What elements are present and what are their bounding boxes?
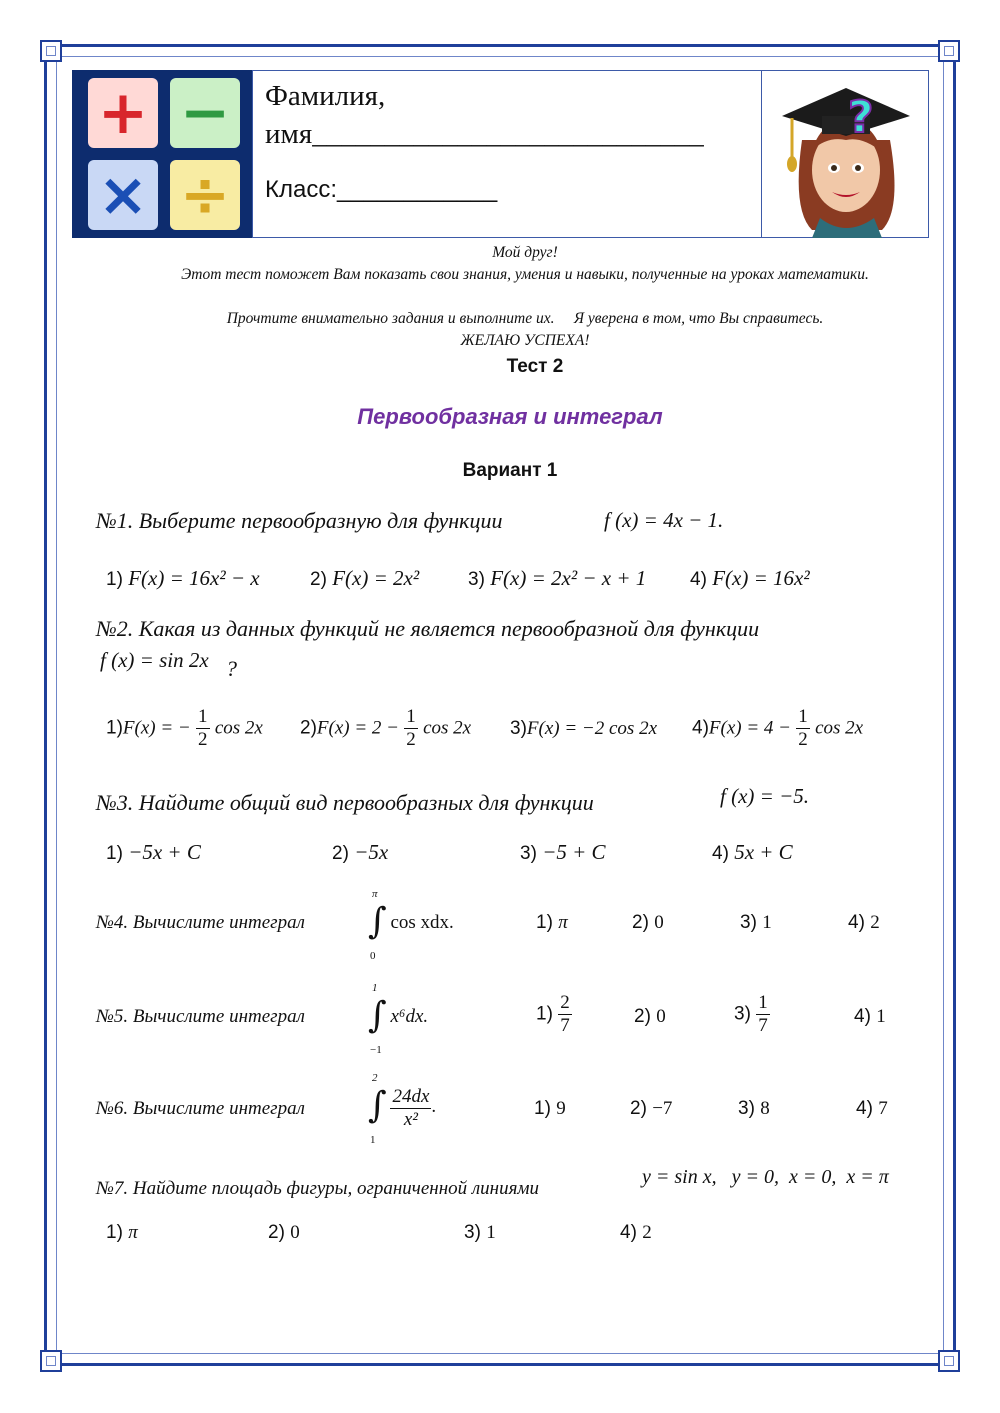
- intro-greeting: Мой друг!: [492, 244, 558, 261]
- task-4-option-4[interactable]: 4) 2: [848, 912, 880, 933]
- task-7-option-1[interactable]: 1) π: [106, 1222, 138, 1243]
- task-3-text: №3. Найдите общий вид первообразных для функции: [96, 790, 594, 815]
- task-1-option-3[interactable]: 3) F(x) = 2x² − x + 1: [468, 566, 647, 590]
- task-2-function: f (x) = sin 2x: [100, 648, 209, 672]
- task-2-option-2[interactable]: 2)F(x) = 2 − $\frac{1}{2}$ cos 2x: [300, 706, 472, 750]
- math-operators-image: [72, 70, 252, 238]
- task-4-option-2[interactable]: 2) 0: [632, 912, 664, 933]
- teacher-avatar: [762, 70, 929, 238]
- student-info-box: [252, 70, 762, 238]
- task-1-option-2[interactable]: 2) F(x) = 2x²: [310, 566, 420, 590]
- surname-label: Фамилия,: [265, 80, 386, 112]
- intro-text: Этот тест поможет Вам показать свои знания, умения и навыки, полученные на уроках математики.: [181, 266, 869, 283]
- integral-icon: ∫ π 0: [368, 888, 387, 962]
- task-6-option-3[interactable]: 3) 8: [738, 1098, 770, 1119]
- task-3-option-3[interactable]: 3) −5 + C: [520, 840, 606, 864]
- task-1-text: №1. Выберите первообразную для функции: [96, 508, 503, 533]
- task-3-option-4[interactable]: 4) 5x + C: [712, 840, 793, 864]
- task-2-option-4[interactable]: 4)F(x) = 4 − $\frac{1}{2}$ cos 2x: [692, 706, 864, 750]
- task-7-option-2[interactable]: 2) 0: [268, 1222, 300, 1243]
- intro-wish: ЖЕЛАЮ УСПЕХА!: [460, 332, 590, 349]
- task-5-integral: ∫ 1 −1 x⁶dx.: [368, 982, 429, 1056]
- page-title: Первообразная и интеграл: [357, 404, 663, 429]
- class-field[interactable]: Класс:____________: [265, 176, 498, 203]
- task-1-function: f (x) = 4x − 1.: [604, 508, 724, 532]
- plus-icon: +: [88, 78, 158, 148]
- task-6-option-2[interactable]: 2) −7: [630, 1098, 673, 1119]
- task-6-text: №6. Вычислите интеграл: [96, 1098, 305, 1119]
- task-6-option-1[interactable]: 1) 9: [534, 1098, 566, 1119]
- task-7-option-3[interactable]: 3) 1: [464, 1222, 496, 1243]
- task-2-option-1[interactable]: 1)F(x) = − $\frac{1}{2}$ cos 2x: [106, 706, 263, 750]
- divide-icon: ÷: [170, 160, 240, 230]
- minus-icon: −: [170, 78, 240, 148]
- svg-text:?: ?: [848, 92, 874, 143]
- task-2-option-3[interactable]: 3)F(x) = −2 cos 2x: [510, 718, 658, 739]
- task-4-text: №4. Вычислите интеграл: [96, 912, 305, 933]
- task-3-option-1[interactable]: 1) −5x + C: [106, 840, 201, 864]
- frame-corner: [40, 40, 62, 62]
- task-3-option-2[interactable]: 2) −5x: [332, 840, 389, 864]
- variant-label: Вариант 1: [462, 460, 558, 481]
- task-4-option-3[interactable]: 3) 1: [740, 912, 772, 933]
- task-7-text: №7. Найдите площадь фигуры, ограниченной линиями: [96, 1178, 540, 1199]
- task-3-function: f (x) = −5.: [720, 784, 809, 808]
- intro-text-2: Прочтите внимательно задания и выполните их. Я уверена в том, что Вы справитесь.: [226, 310, 824, 327]
- task-5-option-1[interactable]: 1) $\frac{2}{7}$: [536, 992, 570, 1036]
- task-4-integral: ∫ π 0 cos xdx.: [368, 888, 454, 962]
- integral-icon: ∫ 1 −1: [368, 982, 387, 1056]
- task-5-text: №5. Вычислите интеграл: [96, 1006, 305, 1027]
- test-label: Тест 2: [506, 356, 564, 377]
- task-2-text: №2. Какая из данных функций не является первообразной для функции: [96, 616, 760, 641]
- frame-corner: [938, 1350, 960, 1372]
- task-6-integral: ∫ 2 1 $\frac{24dx}{\text{x²}}$ .: [368, 1072, 437, 1146]
- frame-corner: [40, 1350, 62, 1372]
- task-5-option-3[interactable]: 3) $\frac{1}{7}$: [734, 992, 768, 1036]
- frame-corner: [938, 40, 960, 62]
- task-4-option-1[interactable]: 1) π: [536, 912, 568, 933]
- task-1-option-1[interactable]: 1) F(x) = 16x² − x: [106, 566, 260, 590]
- teacher-avatar-icon: [762, 70, 929, 238]
- task-1-option-4[interactable]: 4) F(x) = 16x²: [690, 566, 810, 590]
- task-5-option-2[interactable]: 2) 0: [634, 1006, 666, 1027]
- task-7-lines: y = sin x, y = 0, x = 0, x = π: [642, 1166, 889, 1188]
- task-6-option-4[interactable]: 4) 7: [856, 1098, 888, 1119]
- task-7-option-4[interactable]: 4) 2: [620, 1222, 652, 1243]
- integral-icon: ∫ 2 1: [368, 1072, 387, 1146]
- multiply-icon: ×: [88, 160, 158, 230]
- task-2-question-mark: ?: [226, 656, 237, 681]
- task-5-option-4[interactable]: 4) 1: [854, 1006, 886, 1027]
- name-field[interactable]: имя___________________________: [265, 118, 704, 150]
